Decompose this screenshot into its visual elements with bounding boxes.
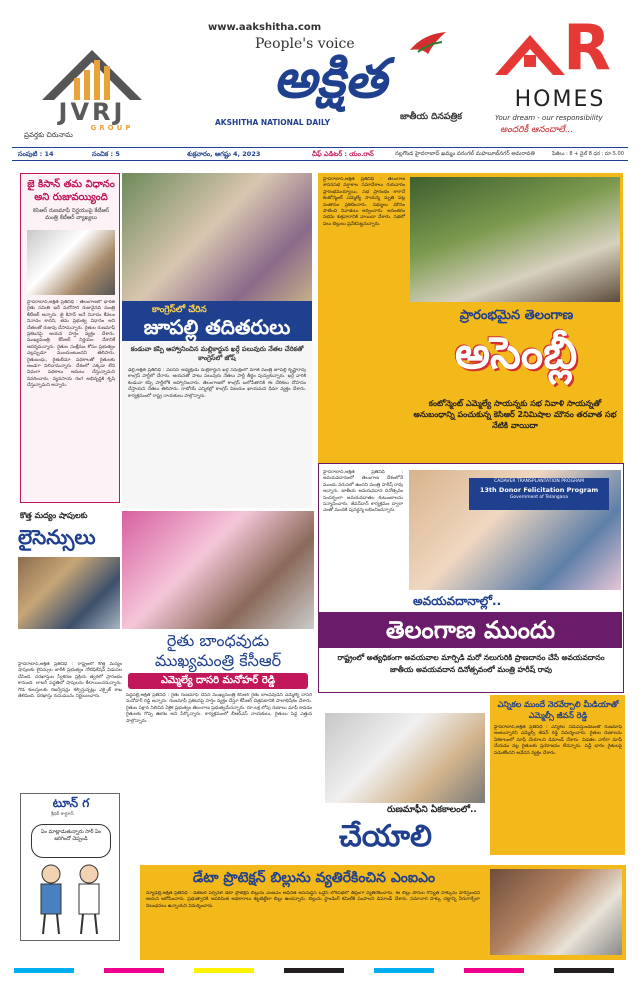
jvrj-group: GROUP xyxy=(90,124,134,132)
jupally-caption: కాంగ్రెస్‌లో చేరిన xyxy=(152,305,207,315)
jupally-body: ఢిల్లీ,అక్షిత ప్రతినిధి : ఏఐసీసీ అధ్యక్షుడు మల్లికార్జున ఖర్గే సమక్షంలో మాజీ మంత్రి జూపల్లి కృష్ణారావు కాంగ్రెస్ పార్టీలో చేరారు. ఆయనతో పాటు పలువురు నేతలు పార్టీ తీర్థం పుచ్చుకున్నారు. ఖర్గే వారికి కండువా కప్పి పార్టీలోకి ఆహ్వానించారు. తెలంగాణలో కాంగ్రెస్ బలోపేతానికి ఈ చేరికలు దోహదం చేస్తాయని నేతలు తెలిపారు. రాబోయే ఎన్నికల్లో కాంగ్రెస్ విజయం ఖాయమని ధీమా వ్యక్తం చేశారు. కార్యక్రమంలో రాష్ట్ర నాయకులు పాల్గొన్నారు. xyxy=(128,368,306,399)
cartoon-title: టూన్ గ xyxy=(52,796,90,810)
jupally-photo xyxy=(122,173,312,303)
cartoon-figures-icon xyxy=(29,860,113,938)
story-jupally[interactable] xyxy=(122,173,312,508)
r-letter: R xyxy=(563,11,611,84)
jvrj-brand: JVRJ xyxy=(58,98,126,126)
building-logo-icon xyxy=(32,40,152,102)
site-url[interactable]: www.aakshitha.com xyxy=(208,22,322,33)
info-bar xyxy=(12,147,628,161)
liquor-kicker: కొత్త మద్యం షాపులకు xyxy=(20,511,88,520)
assembly-headline: అసెంబ్లీ xyxy=(454,328,578,379)
story-ktr[interactable] xyxy=(20,173,120,503)
loan-photo xyxy=(325,713,485,803)
story-loan[interactable] xyxy=(325,695,625,860)
loan-quote: రుణమాఫీని ఏకకాలంలో.. xyxy=(387,805,477,815)
r-homes-brand: HOMES xyxy=(514,87,606,112)
english-name: AKSHITHA NATIONAL DAILY xyxy=(215,118,331,127)
liquor-photo xyxy=(18,557,120,629)
bird-icon xyxy=(408,30,448,58)
r-homes-telugu: అందరికీ ఆనందాలే... xyxy=(500,125,574,135)
assembly-photo xyxy=(410,177,620,302)
cartoon-box[interactable] xyxy=(20,793,120,941)
loan-body: హైదరాబాద్,అక్షిత ప్రతినిధి : ఎన్నికల సమీపిస్తుండటంతో రుణమాఫీ అంటున్నారని ఎమ్మెల్సీ జీవన్ రెడ్డి విమర్శించారు. రైతుల రుణాలను ఏకకాలంలో మాఫీ చేయాలని డిమాండ్ చేశారు. విడతల వారీగా మాఫీ చేయడం వల్ల రైతులకు ప్రయోజనం లేదన్నారు. వడ్డీ భారం రైతులపై పడుతోందని ఆవేదన వ్యక్తం చేశారు. xyxy=(494,725,622,756)
ktr-body: హైదరాబాద్,అక్షిత ప్రతినిధి : తెలంగాణలో భారత రైతు సమితి ఇదే మరోసారి రుజువైనది మంత్రి కేటీఆర్ అన్నారు. జై కిసాన్ అనే నినాదం కేవలం నినాదం కాదని, తమ ప్రభుత్వ విధానం అని చేతలతో రుజువు చేసామన్నారు. రైతుల రుణమాఫీ ప్రకటనపై ఆయన హర్షం వ్యక్తం చేశారు. ముఖ్యమంత్రి కేసీఆర్ నిర్ణయం దేశానికే ఆదర్శమన్నారు. రైతుల సంక్షేమం కోసం ప్రభుత్వం ఎల్లప్పుడూ ముందుంటుందని తెలిపారు. రైతుబంధు, రైతుబీమా పథకాలతో రైతులకు అండగా నిలిచామన్నారు. దేశంలో ఎక్కడా లేని విధంగా పథకాలు అమలు చేస్తున్నామని వివరించారు. వ్యవసాయ రంగ అభివృద్ధికి కృషి చేస్తున్నామని అన్నారు. xyxy=(27,300,115,389)
issue-date: శుక్రవారం, ఆగష్టు 4, 2023 xyxy=(187,150,261,158)
assembly-subhead: కంటోన్మెంట్ ఎమ్మెల్యే సాయన్నకు సభ నివాళి సాయన్నతో అనుబంధాన్ని పంచుకున్న కెసిఆర్ 2నిమిషాల మౌనం తరవాత సభ నేటికి వాయిదా xyxy=(413,399,617,430)
cartoon-bubble: ఏం మాట్లాడుతున్నారు సార్ ఏం జరిగిందో చెప్పండి xyxy=(31,824,111,858)
story-assembly[interactable] xyxy=(318,173,623,463)
jvrj-tag: ప్రవర్తకు చిరునామ xyxy=(24,131,73,139)
bottom-color-bar xyxy=(14,968,626,973)
liquor-headline: లైసెన్సులు xyxy=(18,525,96,549)
masthead-tagline: People's voice xyxy=(255,36,355,52)
cartoon-sub: శ్రీధర్ కార్టూన్ xyxy=(51,812,74,817)
raitu-byline: ఎమ్మెల్యే దాసరి మనోహర్ రెడ్డి xyxy=(128,673,308,689)
issue: సంచిక : 5 xyxy=(92,150,120,158)
telugu-sub: జాతీయ దినపత్రిక xyxy=(400,112,462,122)
masthead xyxy=(0,0,640,145)
organ-body: హైదరాబాద్,అక్షిత ప్రతినిధి : అవయవదానంలో తెలంగాణ దేశంలోనే ముందు వరుసలో ఉందని మంత్రి హరీష్ రావు అన్నారు. జాతీయ అవయవదాన దినోత్సవం సందర్భంగా అవయవదాతల కుటుంబాలను సన్మానించారు. జీవన్‌దాన్ కార్యక్రమం ద్వారా ఎంతో మందికి పునర్జన్మ లభించిందన్నారు. xyxy=(323,470,403,514)
jvrj-ad[interactable] xyxy=(12,40,172,140)
organ-banner-line-3: Government of Telangana xyxy=(509,495,569,500)
assembly-kicker: ప్రారంభమైన తెలంగాణ xyxy=(459,308,574,323)
ktr-headline: జై కిసాన్ తమ విధానం అని రుజువయ్యింది xyxy=(27,179,115,203)
organ-headline: తెలంగాణ ముందు xyxy=(385,616,556,644)
pages-price: పేజీలు : 8 + డైల్ 8 ధర : రూ.5.00 xyxy=(552,151,624,157)
ktr-photo xyxy=(27,230,115,295)
liquor-body: హైదరాబాద్,అక్షిత ప్రతినిధి : రాష్ట్రంలో కొత్త మద్యం షాపులకు లైసెన్సుల జారీకి ప్రభుత్వం నోటిఫికేషన్ విడుదల చేసింది. దరఖాస్తుల స్వీకరణ ప్రక్రియ త్వరలో ప్రారంభం కానుంది. లాటరీ పద్ధతిలో షాపులను కేటాయించనున్నారు. గౌడ కులస్తులకు రిజర్వేషన్లు కల్పిస్తున్నట్లు ఎక్సైజ్ శాఖ తెలిపింది. దరఖాస్తు రుసుమును నిర్ణయించారు. xyxy=(18,662,122,700)
raitu-body: పెద్దపల్లి,అక్షిత ప్రతినిధి : రైతు రుణమాఫీ చేసిన ముఖ్యమంత్రి కేసీఆర్ రైతు బాంధవుడని ఎమ్మెల్యే దాసరి మనోహర్ రెడ్డి అన్నారు. రుణమాఫీ ప్రకటనపై హర్షం వ్యక్తం చేస్తూ కేసీఆర్ చిత్రపటానికి పాలాభిషేకం చేశారు. రైతుల పక్షాన నిలిచిన ఏకైక ప్రభుత్వం తెలంగాణ ప్రభుత్వమేనన్నారు. రూ.లక్ష లోపు రుణాలు మాఫీ కావడం రైతులకు గొప్ప ఊరట అని పేర్కొన్నారు. కార్యక్రమంలో బీఆర్ఎస్ నాయకులు, రైతులు పెద్ద ఎత్తున పాల్గొన్నారు. xyxy=(126,693,312,724)
data-photo xyxy=(490,869,622,955)
story-data[interactable] xyxy=(140,865,626,960)
story-raitu[interactable] xyxy=(122,511,314,786)
data-headline: డేటా ప్రొటెక్షన్ బిల్లును వ్యతిరేకించిన ఎంఐఎం xyxy=(192,870,436,886)
organ-banner-line-1: CADAVER TRANSPLANTATION PROGRAM xyxy=(494,479,584,484)
data-body: న్యూఢిల్లీ,అక్షిత ప్రతినిధి : డిజిటల్ పర్సనల్ డేటా ప్రొటెక్షన్ బిల్లును ఎంఐఎం అధినేత అసదుద్దీన్ ఒవైసీ లోక్‌సభలో తీవ్రంగా వ్యతిరేకించారు. ఈ బిల్లు పౌరుల గోప్యత హక్కును హరిస్తుందని ఆయన ఆరోపించారు. ప్రభుత్వానికి అపరిమిత అధికారాలు కట్టబెట్టేలా బిల్లు ఉందన్నారు. బిల్లును స్టాండింగ్ కమిటీకి పంపాలని డిమాండ్ చేశారు. సమాచార హక్కు చట్టాన్ని నీరుగార్చేలా నిబంధనలు ఉన్నాయని విమర్శించారు. xyxy=(146,891,480,909)
organ-photo xyxy=(409,470,621,590)
r-homes-slogan: Your dream - our responsibility xyxy=(495,114,603,122)
raitu-headline-2: ముఖ్యమంత్రి కేసీఆర్ xyxy=(154,651,282,670)
organ-banner xyxy=(469,478,609,510)
organ-kicker: అవయవదానాల్లో.. xyxy=(413,594,502,608)
story-organ[interactable] xyxy=(318,463,624,693)
raitu-photo xyxy=(122,511,314,629)
r-homes-ad[interactable] xyxy=(490,11,630,140)
masthead-logo: అక్షిత xyxy=(273,47,387,110)
chief-editor: చీఫ్ ఎడిటర్ : యం.రాన్ xyxy=(312,150,374,158)
organ-banner-line-2: 13th Donor Felicitation Program xyxy=(479,486,599,494)
assembly-body: హైదరాబాద్,అక్షిత ప్రతినిధి : తెలంగాణ శాసనసభ వర్షాకాల సమావేశాలు గురువారం ప్రారంభమయ్యాయి. సభ ప్రారంభం కాగానే కంటోన్మెంట్ ఎమ్మెల్యే సాయన్న మృతి పట్ల సంతాపం ప్రకటించారు. సభ్యులు మౌనం పాటించి నివాళులు అర్పించారు. అనంతరం సభను శుక్రవారానికి వాయిదా వేశారు. సభలో పలు బిల్లులు ప్రవేశపెట్టనున్నారు. xyxy=(323,177,405,227)
ktr-subhead: కెసిఆర్ రుణమాఫీ నిర్ణయంపై కేటీఆర్ మంత్రి కేటీఆర్ వ్యాఖ్యలు xyxy=(32,208,110,221)
cities: నల్లగొండ హైదరాబాద్ ఖమ్మం వరంగల్ మహబూబ్‌నగర్ అమరావతి xyxy=(395,151,535,157)
jupally-subhead: కండువా కప్పి ఆహ్వానించిన మల్లికార్జున ఖర్గే పలువురు నేతల చేరికతో కాంగ్రెస్‌లో జోష్ xyxy=(130,345,304,362)
loan-side-head: ఎన్నికల ముందే నెరవేర్చాలి మీడియాతో ఎమ్మెల్సీ జీవన్ రెడ్డి xyxy=(497,700,619,720)
raitu-headline-1: రైతు బాంధవుడు xyxy=(166,631,270,650)
jupally-headline: జూపల్లి తదితరులు xyxy=(143,315,291,339)
loan-headline: చేయాలి xyxy=(339,819,432,854)
volume: సంపుటి : 14 xyxy=(18,150,54,158)
organ-subhead: రాష్ట్రంలో అత్యధికంగా అవయవాల మార్పిడి మరో నలుగురికి ప్రాణదానం చేసే అవయవదానం జాతీయ అవయవదాన దినోత్సవంలో మంత్రి హరీష్ రావు xyxy=(337,653,605,674)
